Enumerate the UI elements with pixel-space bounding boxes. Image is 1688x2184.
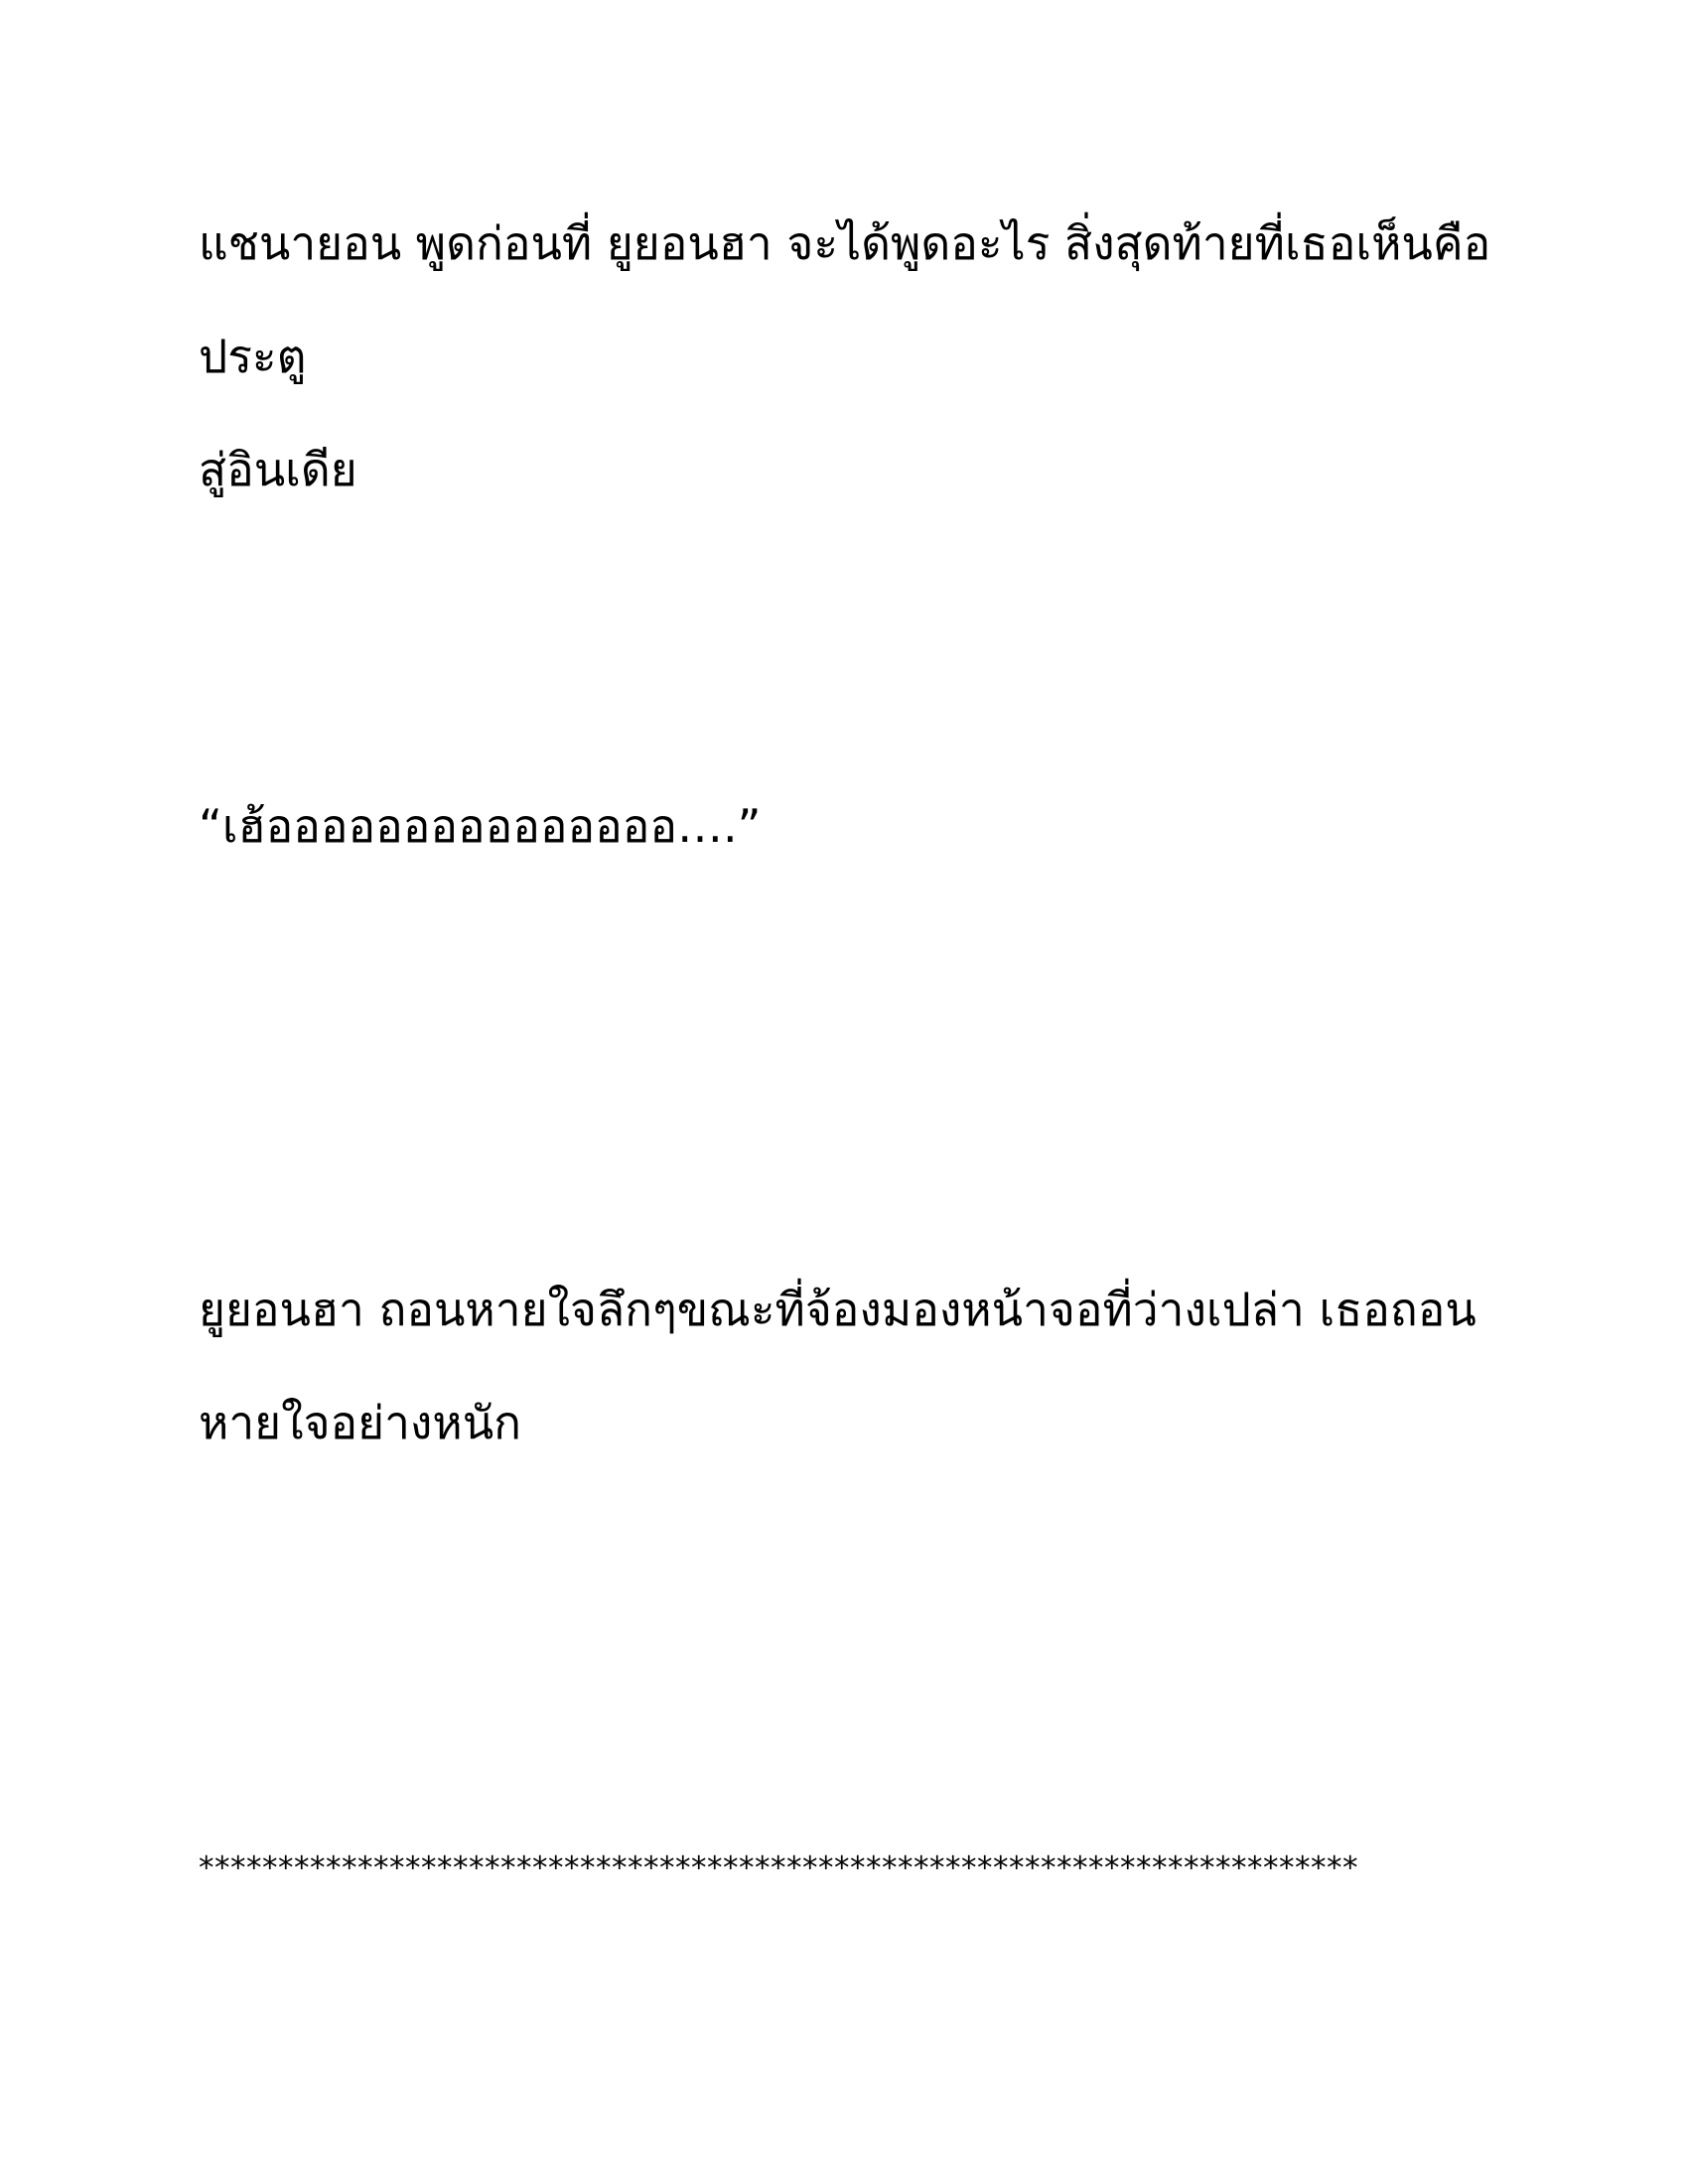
scene-separator: *************************************************************************	[199, 1850, 1358, 1886]
paragraph-3-line-1: ยูยอนฮา ถอนหายใจลึกๆขณะที่จ้องมองหน้าจอที่ว่างเปล่า เธอถอน	[199, 1283, 1477, 1336]
paragraph-2-line-1: “เฮ้อออออออออออออออ….”	[199, 799, 762, 853]
paragraph-1-line-2: สู่อินเดีย	[199, 443, 357, 496]
paragraph-dialogue-sigh	[199, 769, 1509, 883]
paragraph-3-line-2: หายใจอย่างหนัก	[199, 1396, 522, 1449]
paragraph-narration-1	[199, 187, 1509, 526]
paragraph-1-line-1: แชนายอน พูดก่อนที่ ยูยอนฮา จะได้พูดอะไร สิ่งสุดท้ายที่เธอเห็นคือประตู	[199, 216, 1491, 383]
paragraph-narration-2	[199, 1253, 1509, 1479]
